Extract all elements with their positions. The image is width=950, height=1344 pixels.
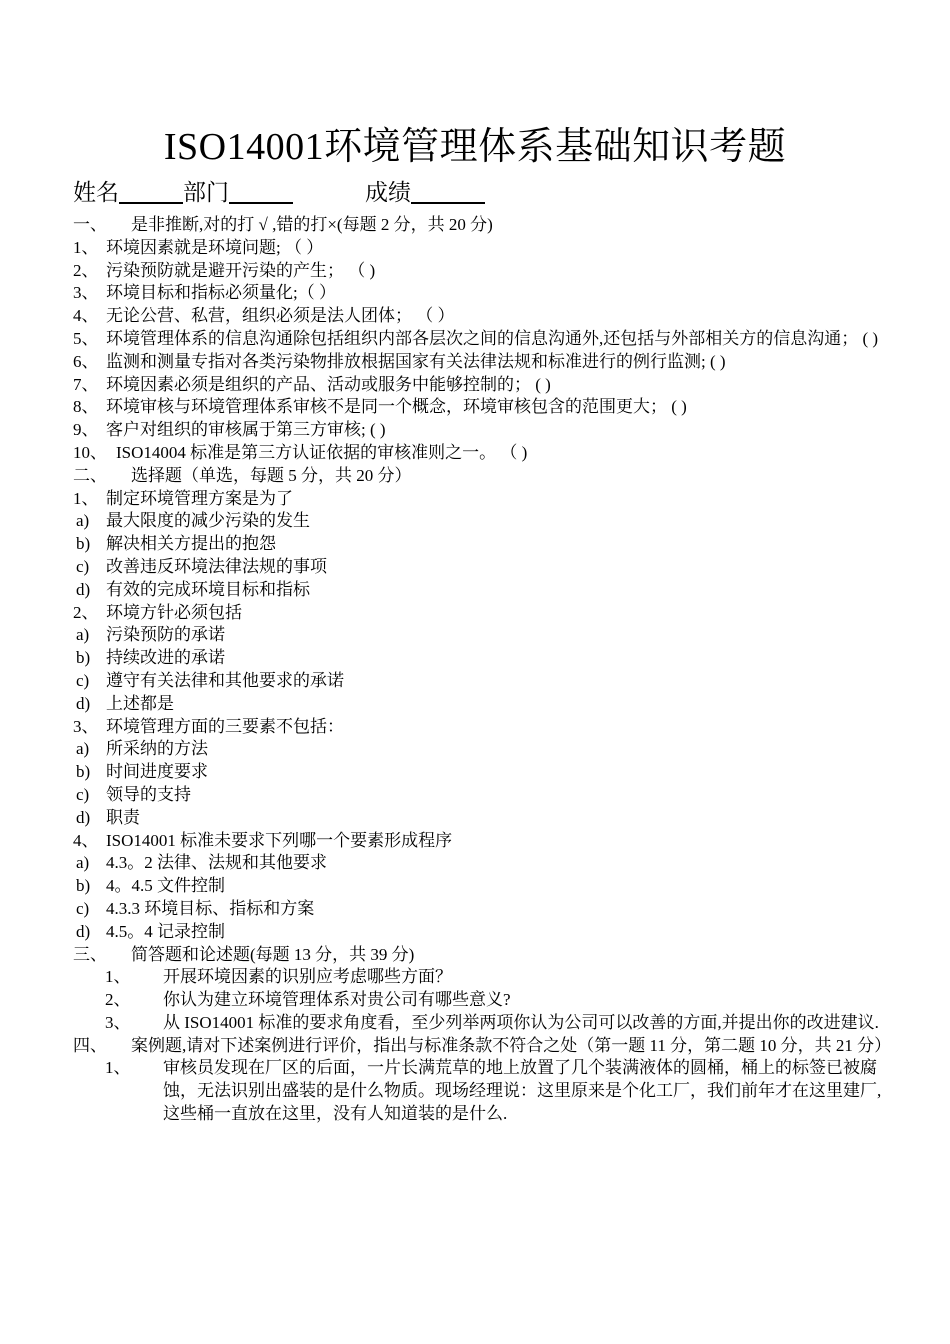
option-item: d) 4.5。4 记录控制 bbox=[76, 921, 225, 941]
exam-body bbox=[73, 214, 892, 1126]
student-info-line bbox=[73, 176, 485, 210]
option-item: c) 领导的支持 bbox=[76, 784, 191, 804]
question-item: 2、 环境方针必须包括 bbox=[73, 602, 242, 622]
option-item: b) 时间进度要求 bbox=[76, 762, 208, 782]
question-item: 9、 客户对组织的审核属于第三方审核; ( ) bbox=[73, 420, 386, 440]
name-label: 姓名 bbox=[73, 180, 119, 205]
option-item: d) 职责 bbox=[76, 807, 140, 827]
section-number: 四、 bbox=[73, 1035, 107, 1055]
question-item: 3、 环境目标和指标必须量化;（ ） bbox=[73, 283, 336, 303]
question-item: 4、 无论公营、私营，组织必须是法人团体； （ ） bbox=[73, 306, 455, 326]
question-item: 1、 环境因素就是环境问题; （ ） bbox=[73, 237, 324, 257]
question-item: 1、 审核员发现在厂区的后面，一片长满荒草的地上放置了几个装满液体的圆桶，桶上的标签已被腐蚀，无法识别出盛装的是什么物质。现场经理说：这里原来是个化工厂，我们前年才在这里建厂,这些桶一直放在这里，没有人知道装的是什么. bbox=[105, 1058, 882, 1124]
option-item: c) 遵守有关法律和其他要求的承诺 bbox=[76, 670, 344, 690]
option-item: b) 解决相关方提出的抱怨 bbox=[76, 534, 276, 554]
question-item: 5、 环境管理体系的信息沟通除包括组织内部各层次之间的信息沟通外,还包括与外部相关方的信息沟通； ( ) bbox=[73, 328, 879, 348]
section-title: 简答题和论述题(每题 13 分，共 39 分) bbox=[131, 944, 415, 964]
question-item: 3、 环境管理方面的三要素不包括： bbox=[73, 716, 344, 736]
section-heading bbox=[73, 944, 883, 967]
question-item: 1、 开展环境因素的识别应考虑哪些方面？ bbox=[105, 967, 452, 987]
question-item: 4、 ISO14001 标准未要求下列哪一个要素形成程序 bbox=[73, 830, 453, 850]
dept-blank[interactable] bbox=[229, 180, 293, 204]
score-label: 成绩 bbox=[365, 180, 411, 205]
option-item: b) 持续改进的承诺 bbox=[76, 648, 225, 668]
question-item: 6、 监测和测量专指对各类污染物排放根据国家有关法律法规和标准进行的例行监测; ( ) bbox=[73, 351, 726, 371]
question-item: 7、 环境因素必须是组织的产品、活动或服务中能够控制的； ( ) bbox=[73, 374, 551, 394]
option-item: b) 4。4.5 文件控制 bbox=[76, 876, 225, 896]
question-item: 1、 制定环境管理方案是为了 bbox=[73, 488, 293, 508]
score-blank[interactable] bbox=[411, 180, 485, 204]
question-item: 10、 ISO14004 标准是第三方认证依据的审核准则之一。 （ ) bbox=[73, 442, 528, 462]
question-item: 3、 从 ISO14001 标准的要求角度看，至少列举两项你认为公司可以改善的方面,并提出你的改进建议. bbox=[105, 1012, 879, 1032]
question-item: 2、 污染预防就是避开污染的产生； （ ) bbox=[73, 260, 376, 280]
dept-label: 部门 bbox=[183, 180, 229, 205]
section-heading bbox=[73, 1035, 892, 1058]
question-item: 2、 你认为建立环境管理体系对贵公司有哪些意义? bbox=[105, 990, 511, 1010]
question-item: 8、 环境审核与环境管理体系审核不是同一个概念，环境审核包含的范围更大； ( ) bbox=[73, 397, 687, 417]
page-title: ISO14001环境管理体系基础知识考题 bbox=[163, 126, 787, 168]
name-blank[interactable] bbox=[119, 180, 183, 204]
section-title: 是非推断,对的打 √ ,错的打×(每题 2 分，共 20 分) bbox=[131, 215, 493, 234]
option-item: c) 改善违反环境法律法规的事项 bbox=[76, 556, 327, 576]
option-item: a) 最大限度的减少污染的发生 bbox=[76, 511, 310, 531]
option-item: a) 污染预防的承诺 bbox=[76, 625, 225, 645]
section-heading bbox=[73, 214, 883, 237]
option-item: d) 有效的完成环境目标和指标 bbox=[76, 579, 310, 599]
option-item: d) 上述都是 bbox=[76, 693, 174, 713]
section-number: 二、 bbox=[73, 465, 107, 485]
section-number: 三、 bbox=[73, 944, 107, 964]
option-item: a) 4.3。2 法律、法规和其他要求 bbox=[76, 853, 327, 873]
option-item: c) 4.3.3 环境目标、指标和方案 bbox=[76, 898, 315, 918]
section-title: 选择题（单选，每题 5 分，共 20 分） bbox=[131, 465, 412, 485]
section-title: 案例题,请对下述案例进行评价，指出与标准条款不符合之处（第一题 11 分，第二题 10 分，共 21 分） bbox=[131, 1035, 892, 1055]
section-heading bbox=[73, 465, 883, 488]
option-item: a) 所采纳的方法 bbox=[76, 739, 208, 759]
section-number: 一、 bbox=[73, 215, 107, 234]
